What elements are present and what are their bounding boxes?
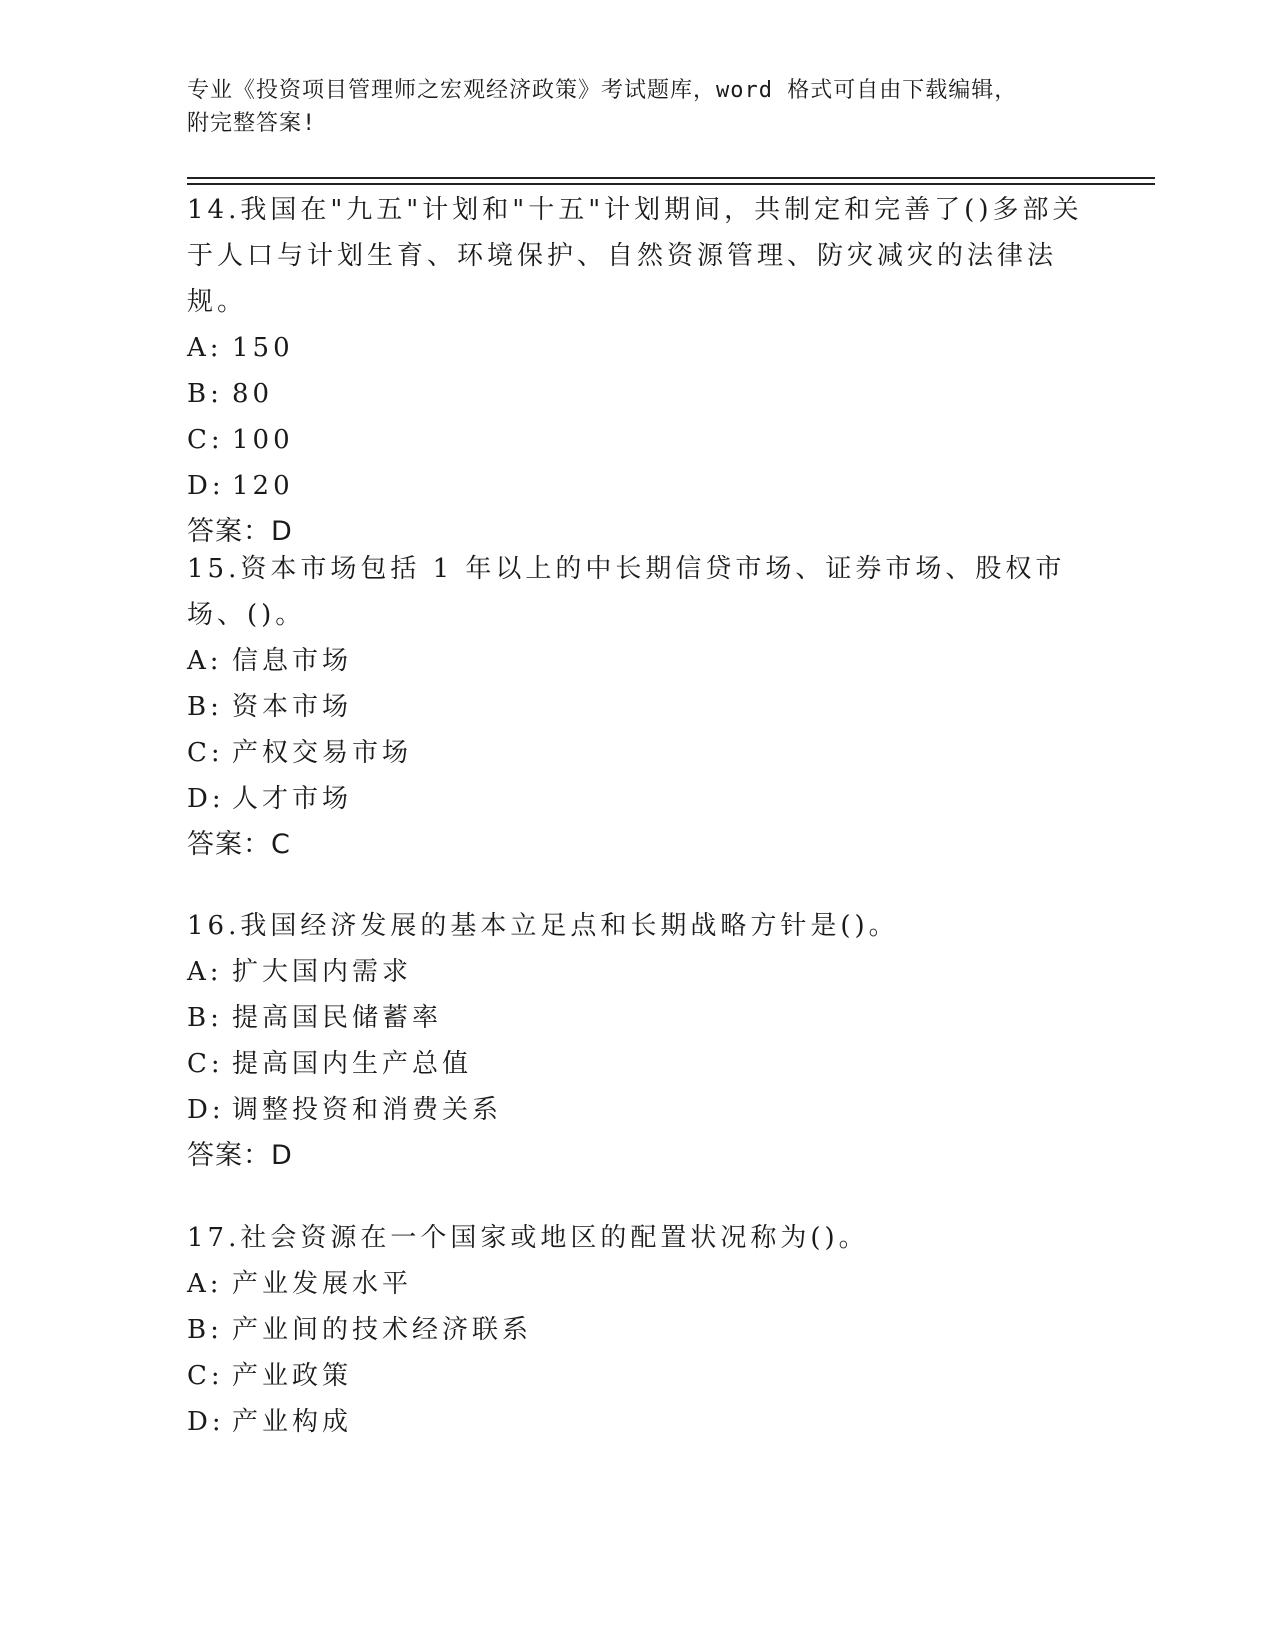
option-text: 扩大国内需求 [232,957,413,987]
question-text: 17.社会资源在一个国家或地区的配置状况称为()。 [187,1223,869,1253]
option-letter: D: [187,471,225,501]
option-letter: B: [187,692,223,722]
option-text: 80 [232,379,274,409]
option-b [187,684,1087,730]
option-d [187,1399,1087,1445]
option-letter: C: [187,1361,224,1391]
header-divider-bottom [187,183,1155,185]
question-17 [187,1215,1087,1445]
option-text: 调整投资和消费关系 [232,1095,503,1125]
option-text: 产业构成 [232,1407,353,1437]
option-d [187,1087,1087,1133]
answer-line: 答案：D [187,516,293,547]
option-text: 150 [232,333,294,363]
option-d [187,776,1087,822]
question-14 [187,187,1087,555]
option-text: 产业政策 [232,1361,353,1391]
answer-line: 答案：C [187,829,291,860]
option-c [187,417,1087,463]
option-letter: D: [187,1407,225,1437]
header-line-1: 专业《投资项目管理师之宏观经济政策》考试题库，word 格式可自由下载编辑， [187,78,1018,103]
option-d [187,463,1087,509]
option-letter: B: [187,1315,223,1345]
option-text: 信息市场 [232,646,353,676]
option-a [187,949,1087,995]
question-text: 16.我国经济发展的基本立足点和长期战略方针是()。 [187,911,899,941]
option-c [187,1041,1087,1087]
question-16 [187,903,1087,1179]
option-letter: C: [187,1049,224,1079]
option-text: 产业发展水平 [232,1269,413,1299]
option-text: 100 [232,425,294,455]
option-letter: D: [187,1095,225,1125]
option-text: 产业间的技术经济联系 [232,1315,533,1345]
option-letter: A: [187,646,223,676]
option-text: 产权交易市场 [232,738,413,768]
option-letter: B: [187,1003,223,1033]
answer-line: 答案：D [187,1140,293,1171]
option-letter: C: [187,425,224,455]
option-text: 提高国民储蓄率 [232,1003,443,1033]
option-c [187,730,1087,776]
option-letter: A: [187,333,223,363]
document-header [187,74,1087,140]
option-letter: A: [187,1269,223,1299]
option-b [187,995,1087,1041]
option-letter: B: [187,379,223,409]
option-c [187,1353,1087,1399]
option-letter: D: [187,784,225,814]
option-b [187,371,1087,417]
option-text: 人才市场 [232,784,353,814]
header-divider-top [187,177,1155,179]
option-a [187,1261,1087,1307]
question-15 [187,546,1087,868]
question-text: 14.我国在"九五"计划和"十五"计划期间，共制定和完善了()多部关于人口与计划生育、环境保护、自然资源管理、防灾减灾的法律法规。 [187,195,1083,317]
option-letter: C: [187,738,224,768]
option-text: 120 [232,471,294,501]
option-text: 提高国内生产总值 [232,1049,473,1079]
option-a [187,638,1087,684]
question-text: 15.资本市场包括 1 年以上的中长期信贷市场、证券市场、股权市场、()。 [187,554,1066,630]
option-letter: A: [187,957,223,987]
option-text: 资本市场 [232,692,353,722]
option-b [187,1307,1087,1353]
option-a [187,325,1087,371]
header-line-2: 附完整答案! [187,111,317,136]
